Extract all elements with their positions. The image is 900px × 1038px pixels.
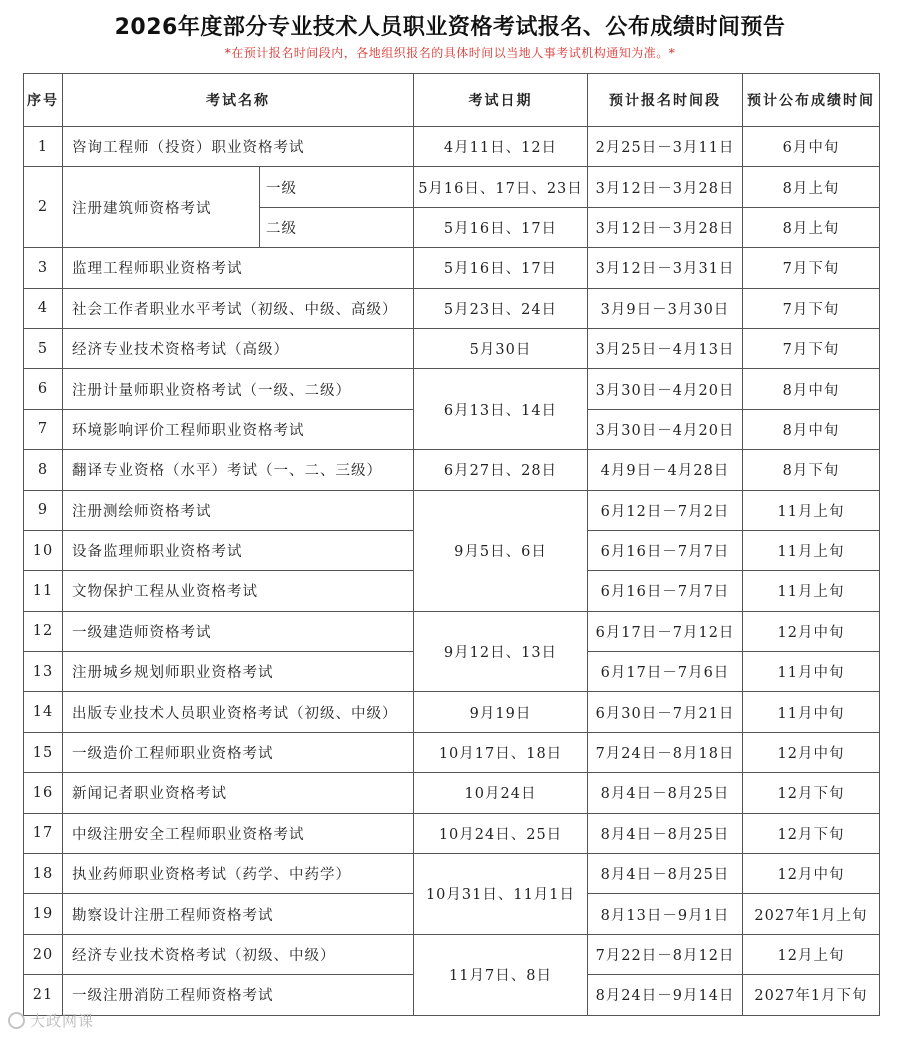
table-row: [24, 369, 880, 409]
exam-name: 新闻记者职业资格考试: [63, 773, 414, 813]
row-no: 18: [24, 854, 63, 894]
result-time: 11月上旬: [743, 490, 880, 530]
row-no: 10: [24, 530, 63, 570]
exam-name: 注册测绘师资格考试: [63, 490, 414, 530]
table-row: [24, 934, 880, 974]
table-row: [24, 773, 880, 813]
row-no: 21: [24, 975, 63, 1015]
result-time: 8月下旬: [743, 450, 880, 490]
result-time: 8月中旬: [743, 409, 880, 449]
table-row: [24, 732, 880, 772]
registration-period: 6月30日－7月21日: [588, 692, 743, 732]
table-row: [24, 167, 880, 207]
watermark-logo-icon: [8, 1012, 25, 1029]
result-time: 8月中旬: [743, 369, 880, 409]
exam-name: 一级建造师资格考试: [63, 611, 414, 651]
table-row: [24, 288, 880, 328]
exam-name: 咨询工程师（投资）职业资格考试: [63, 127, 414, 167]
exam-name: 翻译专业资格（水平）考试（一、二、三级）: [63, 450, 414, 490]
exam-name: 监理工程师职业资格考试: [63, 248, 414, 288]
exam-name: 设备监理师职业资格考试: [63, 530, 414, 570]
result-time: 12月中旬: [743, 611, 880, 651]
header-result-time: 预计公布成绩时间: [743, 74, 880, 127]
notice-text: *在预计报名时间段内，各地组织报名的具体时间以当地人事考试机构通知为准。*: [224, 46, 676, 60]
registration-period: 6月16日－7月7日: [588, 530, 743, 570]
result-time: 7月下旬: [743, 248, 880, 288]
table-row: [24, 248, 880, 288]
exam-date: 9月19日: [414, 692, 588, 732]
registration-period: 3月9日－3月30日: [588, 288, 743, 328]
row-no: 7: [24, 409, 63, 449]
row-no: 20: [24, 934, 63, 974]
row-no: 11: [24, 571, 63, 611]
registration-period: 8月4日－8月25日: [588, 773, 743, 813]
exam-name: 一级注册消防工程师资格考试: [63, 975, 414, 1015]
exam-date: 10月24日、25日: [414, 813, 588, 853]
header-exam-name: 考试名称: [63, 74, 414, 127]
exam-date: 5月30日: [414, 328, 588, 368]
exam-name: 中级注册安全工程师职业资格考试: [63, 813, 414, 853]
registration-period: 7月22日－8月12日: [588, 934, 743, 974]
row-no: 16: [24, 773, 63, 813]
exam-date: 6月27日、28日: [414, 450, 588, 490]
result-time: 12月中旬: [743, 854, 880, 894]
registration-period: 3月12日－3月28日: [588, 207, 743, 247]
result-time: 12月中旬: [743, 732, 880, 772]
exam-name: 经济专业技术资格考试（高级）: [63, 328, 414, 368]
registration-period: 6月17日－7月12日: [588, 611, 743, 651]
row-no: 13: [24, 652, 63, 692]
registration-period: 3月12日－3月31日: [588, 248, 743, 288]
table-row: [24, 450, 880, 490]
registration-period: 3月12日－3月28日: [588, 167, 743, 207]
exam-date: 5月23日、24日: [414, 288, 588, 328]
row-no: 4: [24, 288, 63, 328]
watermark-text: 大政网课: [30, 1012, 95, 1030]
exam-name: 社会工作者职业水平考试（初级、中级、高级）: [63, 288, 414, 328]
result-time: 8月上旬: [743, 207, 880, 247]
registration-period: 8月24日－9月14日: [588, 975, 743, 1015]
row-no: 6: [24, 369, 63, 409]
result-time: 11月上旬: [743, 530, 880, 570]
result-time: 7月下旬: [743, 328, 880, 368]
exam-date: 10月17日、18日: [414, 732, 588, 772]
exam-name: 注册计量师职业资格考试（一级、二级）: [63, 369, 414, 409]
table-row: [24, 328, 880, 368]
exam-date: 9月12日、13日: [414, 611, 588, 692]
table-row: [24, 854, 880, 894]
exam-date: 9月5日、6日: [414, 490, 588, 611]
result-time: 8月上旬: [743, 167, 880, 207]
table-header-row: [24, 74, 880, 127]
exam-level: 二级: [260, 207, 414, 247]
registration-period: 6月17日－7月6日: [588, 652, 743, 692]
table-row: [24, 692, 880, 732]
exam-name: 执业药师职业资格考试（药学、中药学）: [63, 854, 414, 894]
exam-date: 10月24日: [414, 773, 588, 813]
exam-date: 5月16日、17日: [414, 207, 588, 247]
registration-period: 3月25日－4月13日: [588, 328, 743, 368]
exam-date: 11月7日、8日: [414, 934, 588, 1015]
exam-name: 出版专业技术人员职业资格考试（初级、中级）: [63, 692, 414, 732]
result-time: 11月中旬: [743, 692, 880, 732]
registration-period: 3月30日－4月20日: [588, 409, 743, 449]
registration-period: 3月30日－4月20日: [588, 369, 743, 409]
table-row: [24, 490, 880, 530]
table-row: [24, 127, 880, 167]
result-time: 12月下旬: [743, 773, 880, 813]
exam-name: 注册城乡规划师职业资格考试: [63, 652, 414, 692]
exam-level: 一级: [260, 167, 414, 207]
row-no: 19: [24, 894, 63, 934]
result-time: 12月上旬: [743, 934, 880, 974]
result-time: 11月上旬: [743, 571, 880, 611]
exam-name: 环境影响评价工程师职业资格考试: [63, 409, 414, 449]
header-registration-period: 预计报名时间段: [588, 74, 743, 127]
exam-date: 5月16日、17日、23日: [414, 167, 588, 207]
row-no: 5: [24, 328, 63, 368]
row-no: 9: [24, 490, 63, 530]
result-time: 11月中旬: [743, 652, 880, 692]
header-exam-date: 考试日期: [414, 74, 588, 127]
result-time: 6月中旬: [743, 127, 880, 167]
registration-period: 6月16日－7月7日: [588, 571, 743, 611]
row-no: 15: [24, 732, 63, 772]
row-no: 2: [24, 167, 63, 248]
exam-name: 勘察设计注册工程师资格考试: [63, 894, 414, 934]
exam-name: 注册建筑师资格考试: [63, 167, 260, 248]
exam-schedule-table: [23, 73, 880, 1016]
exam-date: 6月13日、14日: [414, 369, 588, 450]
result-time: 2027年1月下旬: [743, 975, 880, 1015]
result-time: 12月下旬: [743, 813, 880, 853]
row-no: 3: [24, 248, 63, 288]
row-no: 12: [24, 611, 63, 651]
row-no: 1: [24, 127, 63, 167]
exam-date: 4月11日、12日: [414, 127, 588, 167]
row-no: 14: [24, 692, 63, 732]
registration-period: 6月12日－7月2日: [588, 490, 743, 530]
exam-name: 一级造价工程师职业资格考试: [63, 732, 414, 772]
row-no: 17: [24, 813, 63, 853]
registration-period: 8月4日－8月25日: [588, 813, 743, 853]
exam-date: 5月16日、17日: [414, 248, 588, 288]
result-time: 2027年1月上旬: [743, 894, 880, 934]
watermark: [8, 1010, 94, 1031]
exam-name: 经济专业技术资格考试（初级、中级）: [63, 934, 414, 974]
row-no: 8: [24, 450, 63, 490]
header-no: 序号: [24, 74, 63, 127]
registration-period: 7月24日－8月18日: [588, 732, 743, 772]
registration-period: 2月25日－3月11日: [588, 127, 743, 167]
exam-name: 文物保护工程从业资格考试: [63, 571, 414, 611]
exam-date: 10月31日、11月1日: [414, 854, 588, 935]
registration-period: 8月4日－8月25日: [588, 854, 743, 894]
page-title: 2026年度部分专业技术人员职业资格考试报名、公布成绩时间预告: [114, 15, 786, 40]
registration-period: 8月13日－9月1日: [588, 894, 743, 934]
registration-period: 4月9日－4月28日: [588, 450, 743, 490]
table-row: [24, 813, 880, 853]
table-row: [24, 611, 880, 651]
result-time: 7月下旬: [743, 288, 880, 328]
